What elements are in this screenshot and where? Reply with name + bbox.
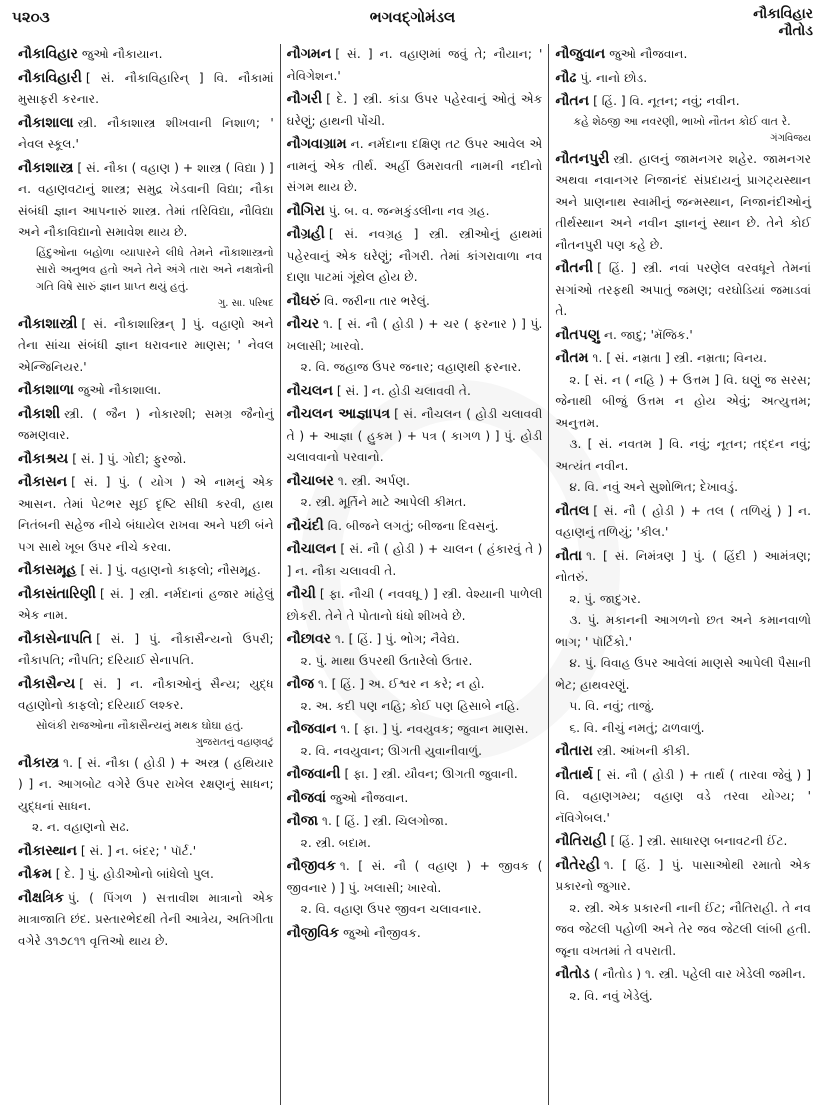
definition-sense: ૩. [ સં. નવતમ ] વિ. નવું; નૂતન; તદ્દન નવું; અત્યંત નવીન. [555, 437, 812, 473]
definition-sense: [ સં. ] ન. નૌકાઓનું સૈન્ય; યુદ્ધ વહાણોનો કાફલો; દરિયાઈ લશ્કર. [18, 676, 274, 712]
headword: નૌઢ [555, 69, 577, 86]
headword: નૌજવાની [286, 766, 341, 782]
headword: નૌઘરું [286, 292, 321, 309]
citation-quote [18, 244, 274, 312]
quote-source: ગુ. સા. પરિષદ [218, 297, 274, 309]
page-number: ૫૨૦૩ [12, 8, 50, 26]
dictionary-entry [287, 674, 543, 717]
dictionary-entry [555, 348, 811, 499]
headword: નૌતની [555, 260, 594, 276]
definition-sense: [ હિં. ] સ્ત્રી. સાધારણ બનાવટની ઈંટ. [610, 834, 788, 848]
dictionary-entry [555, 546, 811, 740]
dictionary-entry [18, 864, 274, 886]
dictionary-entry [555, 258, 811, 323]
definition-sense: જુઓ નૌજીવક. [343, 925, 421, 940]
dictionary-entry [287, 224, 543, 289]
dictionary-entry [287, 539, 543, 582]
dictionary-entry [18, 380, 274, 402]
definition-sense: ૧. [ ફા. ] પું. નવયુવક; જુવાન માણસ. [340, 722, 529, 736]
headword: નૌકાવિહારી [18, 69, 82, 86]
headword: નૌતા [555, 547, 583, 564]
guide-word-first: નૌકાવિહાર [753, 6, 813, 22]
headword: નૌગિરા [286, 202, 325, 219]
headword: નૌકાસેનાપતિ [18, 630, 93, 647]
headword: નૌકાસ્થાન [18, 842, 77, 859]
definition-sense: ૧. [ સં. નિમંત્રણ ] પું. ( હિંદી ) આમંત્રણ; નોતરું. [555, 548, 812, 584]
definition-sense: ૨. વિ. જહાજ ઉપર જનાર; વહાણથી ફરનાર. [300, 360, 522, 374]
dictionary-entry [287, 471, 543, 514]
dictionary-entry [555, 765, 811, 830]
definition-sense: ( નૌતોડ ) ૧. સ્ત્રી. પહેલી વાર ખેડેલી જમીન. [593, 967, 806, 981]
headword: નૌકાશ્રય [18, 450, 69, 467]
definition-sense: [ સં. નૌકા ( વહાણ ) + શાસ્ત્ર ( વિદ્યા ) ] ન. વહાણવટાનું શાસ્ત્ર; સમુદ્ર ખેડવાની વિદ્યા; નૌકા સંબંધી જ્ઞાન આપનારું શાસ્ત્ર. તેમાં તરિવિદ્યા, નૌવિદ્યા અને નૌકાવિદ્યાનો સમાવેશ થાય છે. [18, 160, 274, 239]
definition-sense: વિ. બીજને લગતું; બીજના દિવસનું. [327, 518, 499, 533]
headword: નૌતિરાહી [555, 833, 607, 849]
definition-sense: ૧. [ હિં. ] સ્ત્રી. ચિલગોજા. [322, 814, 448, 828]
headword: નૌગવાગ્રામ [286, 136, 347, 152]
definition-sense: ૪. પું. વિવાહ ઉપર આવેલાં માણસે આપેલી પૈસાની ભેટ; હાથવરણું. [555, 656, 812, 692]
headword: નૌકાસન [18, 474, 68, 490]
headword: નૌગરી [286, 91, 323, 107]
definition-sense: પું. બ. વ. જન્મકુંડલીના નવ ગ્રહ. [328, 203, 490, 218]
definition-sense: [ સં. નૌચલન ( હોડી ચલાવવી તે ) + આજ્ઞા ( હુકમ ) + પત્ર ( કાગળ ) ] પું. હોડી ચલાવવાનો પરવાનો. [286, 407, 543, 464]
headword: નૌચલન [286, 382, 333, 399]
definition-sense: [ દે. ] સ્ત્રી. કાંડા ઉપર પહેરવાનું ઓતું એક ઘરેણું; હાથની પોંચી. [286, 92, 543, 128]
dictionary-entry [18, 314, 274, 379]
headword: નૌતપણુ [555, 326, 600, 343]
definition-sense: ૧. સ્ત્રી. અર્પણ. [337, 473, 411, 488]
definition-sense: [ સં. ] ન. વહાણમાં જવું તે; નૌયાન; ' નેવિગેશન.' [286, 47, 543, 83]
dictionary-entry [18, 629, 274, 672]
dictionary-entry [287, 89, 543, 132]
headword: નૌજીવક [286, 858, 336, 874]
dictionary-entry [18, 472, 274, 558]
dictionary-entry [287, 764, 543, 786]
dictionary-entry [555, 325, 811, 347]
headword: નૌતાર્થ [555, 766, 593, 783]
definition-sense: [ સં. ] ન. હોડી ચલાવવી તે. [336, 383, 471, 398]
quote-source: ગંગવિજય [770, 132, 812, 144]
headword: નૌચી [286, 586, 316, 602]
definition-sense: પું. નાનો છોડ. [580, 70, 648, 85]
definition-sense: [ ફા. નૌચી ( નવવધૂ ) ] સ્ત્રી. વેશ્યાની પાળેલી છોકરી. તેને તે પોતાનો ધંધો શીખવે છે. [286, 587, 543, 623]
definition-sense: ૧. [ હિં. ] પું. ભોગ; નૈવેદ્ય. [334, 632, 460, 646]
definition-sense: ન. નર્મદાના દક્ષિણ તટ ઉપર આવેલ એ નામનું એક તીર્થ. અહીં ઉમરાવતી નામની નદીનો સંગમ થાય છે. [286, 137, 543, 194]
column-2 [280, 44, 549, 1105]
book-title: ભગવદ્ગોમંડલ [369, 8, 456, 26]
headword: નૌચાબર [286, 472, 334, 489]
definition-sense: સ્ત્રી. ( જૈન ) નોકારશી; સમગ્ર જૈનોનું જમણવાર. [18, 406, 274, 442]
definition-sense: [ સં. ] પું. ગોદી; ફુરજો. [72, 451, 187, 466]
definition-sense: સ્ત્રી. આંખની કીકી. [596, 744, 691, 758]
headword: નૌચાલન [286, 541, 337, 557]
definition-sense: ૨. ન. વહાણનો સઢ. [32, 820, 130, 834]
definition-sense: [ સં. ] પું. વહાણનો કાફલો; નૌસમૂહ. [80, 563, 261, 577]
definition-sense: ૬. વિ. નીચું નમતું; ઢાળવાળું. [569, 720, 705, 735]
dictionary-entry [555, 91, 811, 147]
definition-sense: ૨. પું. માથા ઉપરથી ઉતારેલો ઉતાર. [300, 653, 473, 668]
headword: નૌક્રમ [18, 866, 52, 882]
dictionary-entry [18, 584, 274, 627]
definition-sense: [ સં. નૌ ( હોડી ) + ચાલન ( હંકારવું તે ) ] ન. નૌકા ચલાવવી તે. [286, 542, 543, 578]
definition-sense: [ દે. ] પું. હોડીઓનો બાંધેલો પુલ. [55, 867, 214, 881]
definition-sense: ન. જાદુ; 'મૅજિક.' [603, 327, 693, 342]
definition-sense: [ સં. ] પું. નૌકાસૈન્યનો ઉપરી; નૌકાપતિ; નૌપતિ; દરિયાઈ સેનાપતિ. [18, 631, 274, 667]
headword: નૌજા [286, 813, 319, 829]
definition-sense: [ સં. નૌ ( હોડી ) + તાર્થ ( તારવા જેવું ) ] વિ. વહાણગમ્ય; વહાણ વડે તરવા યોગ્ય; ' નૅવિગેબલ.' [555, 767, 812, 825]
guide-words [753, 6, 813, 40]
headword: નૌકાવિહાર [18, 46, 78, 62]
dictionary-entry [555, 501, 811, 544]
dictionary-entry [555, 855, 811, 963]
definition-sense: જુઓ નૌકાયાન. [81, 47, 163, 61]
quote-text: કહે શેઠજી આ નવરણી, ભાખો નૌતન કોઈ વાત રે. [573, 114, 791, 128]
definition-sense: જુઓ નૌજવાન. [330, 790, 409, 805]
headword: નૌકાસંતારિણી [18, 585, 97, 602]
dictionary-entry [555, 68, 811, 90]
definition-sense: ૩. પું. મકાનની આગળનો છત અને કમાનવાળો ભાગ; ' પૉર્ટિકો.' [555, 613, 812, 649]
headword: નૌતલ [555, 502, 590, 519]
headword: નૌગ્રહી [286, 226, 325, 242]
dictionary-entry [18, 44, 274, 66]
definition-sense: ૨. [ સં. ન ( નહિ ) + ઉત્તમ ] વિ. ઘણું જ સરસ; જેનાથી બીજું ઉત્તમ ન હોય એવું; અત્યુત્તમ; અનુત્તમ. [555, 372, 812, 430]
headword: નૌતોડ [555, 966, 590, 982]
headword: નૌતારા [555, 743, 593, 759]
definition-sense: [ સં. નૌકાશાસ્ત્રિન્ ] પું. વહાણો અને તેના સાંચા સંબંધી જ્ઞાન ધરાવનાર માણસ; ' નેવલ એન્જિનિયર.' [18, 316, 274, 374]
definition-sense: ૨. સ્ત્રી. એક પ્રકારની નાની ઈંટ; નૌતિરાહી. તે નવ જવ જેટલી પહોળી અને તેર જવ જેટલી લાંબી હતી. જૂના વખતમાં તે વપરાતી. [555, 900, 812, 958]
dictionary-entry [287, 856, 543, 921]
headword: નૌક્ષત્રિક [18, 889, 64, 906]
dictionary-entry [287, 719, 543, 762]
dictionary-entry [287, 516, 543, 538]
dictionary-entry [555, 831, 811, 853]
definition-sense: ૨. પું. જાદુગર. [569, 591, 641, 606]
column-3 [548, 44, 817, 1105]
headword: નૌચર [286, 316, 320, 332]
definition-sense: ૫. વિ. નવું; તાજું. [569, 699, 655, 713]
definition-sense: ૨. વિ. વહાણ ઉપર જીવન ચલાવનાર. [300, 902, 482, 916]
citation-quote [18, 717, 274, 751]
headword: નૌચંદી [286, 517, 324, 534]
dictionary-entry [287, 923, 543, 945]
definition-sense: [ ફા. ] સ્ત્રી. યૌવન; ઊગતી જુવાની. [344, 767, 518, 781]
definition-sense: વિ. જરીના તાર ભરેલું. [324, 293, 430, 308]
definition-sense: જુઓ નૌજવાન. [609, 47, 688, 61]
headword: નૌકાશાળા [18, 382, 74, 398]
definition-sense: ૨. સ્ત્રી. મૂર્તિને માટે આપેલી કીમત. [300, 495, 467, 509]
definition-sense: [ સં. નૌ ( હોડી ) + તલ ( તળિયું ) ] ન. વહાણનું તળિયું; 'કીલ.' [555, 503, 812, 539]
citation-quote [555, 113, 811, 147]
definition-sense: સ્ત્રી. નૌકાશાસ્ત્ર શીખવાની નિશાળ; ' નેવલ સ્કૂલ.' [18, 115, 274, 151]
quote-text: હિંદુઓના બહોળા વ્યાપારને લીધે તેમને નૌકાશાસ્ત્રનો સારો અનુભવ હતો અને તેને અંગે તારા અને નક્ષત્રોની ગતિ વિષે સારું જ્ઞાન પ્રાપ્ત થયું હતું. [36, 245, 274, 293]
quote-source: ગુજરાતનું વહાણવટું [195, 736, 274, 748]
dictionary-entry [18, 841, 274, 863]
headword: નૌજવાં [286, 789, 327, 806]
definition-sense: સ્ત્રી. હાલનું જામનગર શહેર. જામનગર અથવા નવાનગર નિજાનંદ સંપ્રદાયનું પ્રાગટ્યસ્થાન અને પ્રાણનાથ સ્વામીનું જન્મસ્થાન, નિજાનંદીઓનું તીર્થસ્થાન અને નવીન જ્ઞાનનું સ્થાન છે. તેને કોઈ નૌતનપુરી પણ કહે છે. [555, 151, 812, 252]
guide-word-last: નૌતોડ [778, 23, 813, 39]
definition-sense: ૧. [ સં. નમ્રતા ] સ્ત્રી. નમ્રતા; વિનય. [592, 351, 768, 365]
dictionary-entry [555, 964, 811, 1007]
dictionary-entry [18, 560, 274, 582]
dictionary-entry [287, 201, 543, 223]
definition-sense: [ સં. ] સ્ત્રી. નર્મદાનાં હજાર માંહેલું એક નામ. [18, 586, 274, 622]
definition-sense: ૧. [ સં. નૌ ( હોડી ) + ચર ( ફરનાર ) ] પું. ખલાસી; ખારવો. [286, 317, 543, 353]
headword: નૌતનપુરી [555, 150, 610, 167]
definition-sense: ૨. વિ. નવું ખેડેલું. [569, 988, 653, 1003]
headword: નૌકાશાસ્ત્ર [18, 159, 74, 176]
dictionary-entry [287, 788, 543, 810]
column-1 [12, 44, 280, 1105]
dictionary-entry [287, 134, 543, 199]
headword: નૌજ [286, 676, 314, 692]
definition-sense: [ હિં. ] વિ. નૂતન; નવું; નવીન. [593, 94, 740, 108]
dictionary-entry [287, 44, 543, 87]
dictionary-entry [287, 811, 543, 854]
headword: નૌકાશાલા [18, 114, 74, 131]
dictionary-entry [287, 584, 543, 627]
headword: નૌજુવાન [555, 46, 606, 62]
dictionary-entry [18, 674, 274, 751]
dictionary-entry [555, 149, 811, 257]
dictionary-entry [18, 113, 274, 156]
dictionary-entry [287, 314, 543, 379]
dictionary-entry [18, 449, 274, 471]
dictionary-entry [555, 44, 811, 66]
dictionary-entry [18, 404, 274, 447]
dictionary-entry [287, 381, 543, 403]
definition-sense: ૪. વિ. નવું અને સુશોભિત; દેખાવડું. [569, 480, 738, 494]
definition-sense: ૨. વિ. નવયુવાન; ઊગતી યુવાનીવાળું. [300, 743, 482, 758]
definition-sense: ૨. અ. કદી પણ નહિ; કોઈ પણ હિસાબે નહિ. [300, 698, 520, 713]
headword: નૌતમ [555, 350, 589, 366]
headword: નૌકાસમૂહ [18, 562, 77, 578]
headword: નૌકાશી [18, 405, 61, 422]
headword: નૌકાશાસ્ત્રી [18, 315, 78, 332]
definition-sense: [ સં. નૌકાવિહારિન્ ] વિ. નૌકામાં મુસાફરી કરનાર. [18, 70, 274, 106]
dictionary-entry [18, 753, 274, 839]
headword: નૌકાસ્ત્ર [18, 754, 60, 771]
definition-sense: [ સં. નવગ્રહ ] સ્ત્રી. સ્ત્રીઓનું હાથમાં પહેરવાનું એક ઘરેણું; નૌગરી. તેમાં કાંગરાવાળા નવ દાણા પાટમાં ગૂંથેલ હોય છે. [286, 227, 543, 284]
headword: નૌજીવિક [286, 924, 340, 941]
headword: નૌતન [555, 93, 590, 109]
dictionary-columns [12, 44, 817, 1105]
headword: નૌગમન [286, 46, 332, 62]
dictionary-entry [18, 888, 274, 953]
headword: નૌજવાન [286, 721, 337, 737]
headword: નૌછાવર [286, 631, 331, 647]
quote-text: સોલંકી રાજઓના નૌકાસૈન્યનું મથક ઘોઘા હતું. [36, 718, 244, 732]
definition-sense: [ સં. ] ન. બંદર; ' પૉર્ટ.' [80, 843, 197, 858]
dictionary-entry [18, 158, 274, 312]
definition-sense: ૧. [ સં. નૌ ( વહાણ ) + જીવક ( જીવનાર ) ] પું. ખલાસી; ખારવો. [286, 859, 543, 895]
headword: નૌતેરહી [555, 856, 600, 873]
dictionary-entry [287, 629, 543, 672]
headword: નૌચલન આજ્ઞાપત્ર [286, 406, 391, 422]
definition-sense: ૧. [ હિં. ] અ. ઈશ્વર ન કરે; ન હો. [317, 677, 485, 691]
definition-sense: જુઓ નૌકાશાલા. [77, 383, 162, 397]
definition-sense: [ હિં. ] સ્ત્રી. નવાં પરણેલ વરવધૂને તેમનાં સગાંઓ તરફથી અપાતું જમણ; વરઘોડિયાં જમાડવાં તે. [555, 261, 812, 318]
dictionary-entry [287, 404, 543, 469]
dictionary-entry [18, 68, 274, 111]
dictionary-entry [555, 741, 811, 763]
definition-sense: પું. ( પિંગળ ) સત્તાવીશ માત્રાનો એક માત્રાજાતિ છંદ. પ્રસ્તારભેદથી તેની આત્રેય, અતિગીતા વગેરે ૩૧૭૮૧૧ વૃત્તિઓ થાય છે. [18, 890, 274, 948]
definition-sense: [ સં. ] પું. ( યોગ ) એ નામનું એક આસન. તેમાં પેટભર સૂઈ દૃષ્ટિ સીધી કરવી, હાથ નિતંબની સહેજ નીચે બંધાયેલ રાખવા અને પછી બંને પગ સાથે ખૂબ ઉપર નીચે કરવા. [18, 475, 274, 554]
page-header [12, 6, 813, 40]
headword: નૌકાસૈન્ય [18, 675, 76, 692]
definition-sense: ૧. [ સં. નૌકા ( હોડી ) + અસ્ત્ર ( હથિયાર ) ] ન. આગબોટ વગેરે ઉપર રાખેલ રક્ષણનું સાધન; યુદ્ધનાં સાધન. [18, 755, 274, 813]
dictionary-entry [287, 291, 543, 313]
definition-sense: ૨. સ્ત્રી. બદામ. [300, 835, 371, 850]
definition-sense: ૧. [ હિં. ] પું. પાસાઓથી રમાતો એક પ્રકારનો જુગાર. [555, 857, 812, 893]
